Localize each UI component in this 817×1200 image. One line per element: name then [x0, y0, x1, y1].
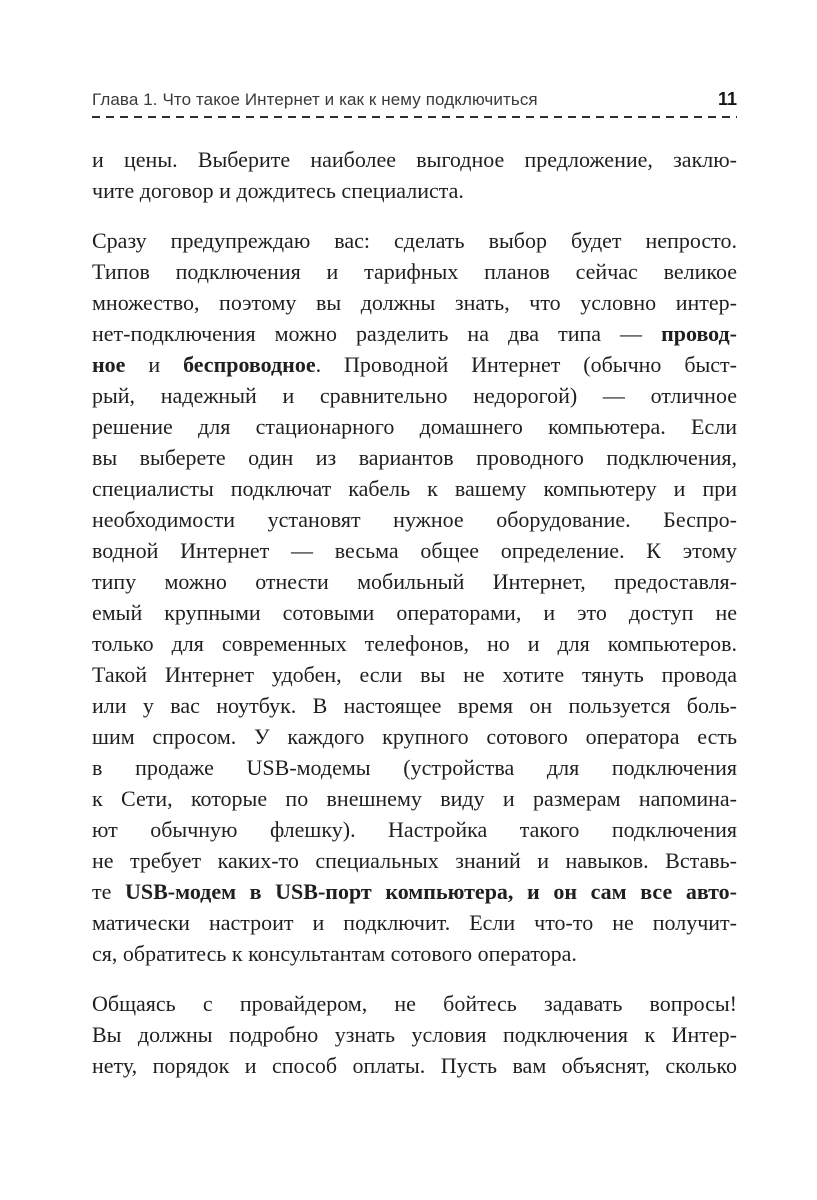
text-segment: вы выберете один из вариантов проводного подключения, [92, 445, 737, 470]
text-line [92, 721, 737, 752]
text-line [92, 628, 737, 659]
text-segment: Такой Интернет удобен, если вы не хотите тянуть провода [92, 662, 737, 687]
paragraph [92, 988, 737, 1081]
text-segment: типу можно отнести мобильный Интернет, предоставля- [92, 569, 737, 594]
text-segment: специалисты подключат кабель к вашему компьютеру и при [92, 476, 737, 501]
text-segment: водной Интернет — весьма общее определение. К этому [92, 538, 737, 563]
paragraph [92, 225, 737, 969]
text-line [92, 442, 737, 473]
text-segment: нет-подключения можно разделить на два типа — [92, 321, 662, 346]
text-segment: к Сети, которые по внешнему виду и размерам напомина- [92, 786, 737, 811]
bold-text-segment: провод- [661, 321, 737, 346]
text-line [92, 473, 737, 504]
text-segment: ют обычную флешку). Настройка такого подключения [92, 817, 737, 842]
page-number: 11 [717, 89, 737, 109]
text-segment: или у вас ноутбук. В настоящее время он пользуется боль- [92, 693, 737, 718]
text-segment: Сразу предупреждаю вас: сделать выбор будет непросто. [92, 228, 737, 253]
bold-text-segment: USB-модем в USB-порт компьютера, и он сам все авто- [125, 879, 737, 904]
text-segment: шим спросом. У каждого крупного сотового оператора есть [92, 724, 737, 749]
text-segment: не требует каких-то специальных знаний и навыков. Вставь- [92, 848, 737, 873]
text-line [92, 659, 737, 690]
bold-text-segment: ное [92, 352, 126, 377]
text-segment: только для современных телефонов, но и для компьютеров. [92, 631, 737, 656]
text-segment: чите договор и дождитесь специалиста. [92, 178, 464, 203]
text-line [92, 1019, 737, 1050]
text-line [92, 845, 737, 876]
text-line [92, 876, 737, 907]
text-segment: Общаясь с провайдером, не бойтесь задавать вопросы! [92, 991, 737, 1016]
page-body [92, 144, 737, 1100]
chapter-title: Глава 1. Что такое Интернет и как к нему подключиться [92, 90, 538, 109]
text-segment: ся, обратитесь к консультантам сотового оператора. [92, 941, 577, 966]
paragraph [92, 144, 737, 206]
text-segment: матически настроит и подключит. Если что-то не получит- [92, 910, 737, 935]
text-line [92, 144, 737, 175]
text-line [92, 783, 737, 814]
text-line [92, 814, 737, 845]
text-segment: емый крупными сотовыми операторами, и это доступ не [92, 600, 737, 625]
text-line [92, 566, 737, 597]
text-line [92, 225, 737, 256]
running-head-row [92, 88, 737, 111]
text-segment: . Проводной Интернет (обычно быст- [315, 352, 737, 377]
text-segment: множество, поэтому вы должны знать, что условно интер- [92, 290, 737, 315]
dashed-divider [92, 116, 737, 118]
text-segment: и [125, 352, 184, 377]
text-segment: решение для стационарного домашнего компьютера. Если [92, 414, 737, 439]
text-line [92, 907, 737, 938]
text-line [92, 535, 737, 566]
text-line [92, 411, 737, 442]
text-line [92, 256, 737, 287]
text-line [92, 597, 737, 628]
text-segment: те [92, 879, 125, 904]
text-segment: Вы должны подробно узнать условия подключения к Интер- [92, 1022, 737, 1047]
text-line [92, 504, 737, 535]
text-line [92, 380, 737, 411]
text-line [92, 752, 737, 783]
text-line [92, 175, 737, 206]
text-line [92, 349, 737, 380]
text-segment: нету, порядок и способ оплаты. Пусть вам объяснят, сколько [92, 1053, 737, 1078]
text-line [92, 1050, 737, 1081]
text-segment: рый, надежный и сравнительно недорогой) — отличное [92, 383, 737, 408]
text-line [92, 287, 737, 318]
text-line [92, 690, 737, 721]
text-segment: Типов подключения и тарифных планов сейчас великое [92, 259, 737, 284]
text-segment: необходимости установят нужное оборудование. Беспро- [92, 507, 737, 532]
text-line [92, 938, 737, 969]
bold-text-segment: беспроводное [183, 352, 316, 377]
running-head [92, 88, 737, 118]
text-segment: в продаже USB-модемы (устройства для подключения [92, 755, 737, 780]
text-line [92, 988, 737, 1019]
text-line [92, 318, 737, 349]
text-segment: и цены. Выберите наиболее выгодное предложение, заклю- [92, 147, 737, 172]
